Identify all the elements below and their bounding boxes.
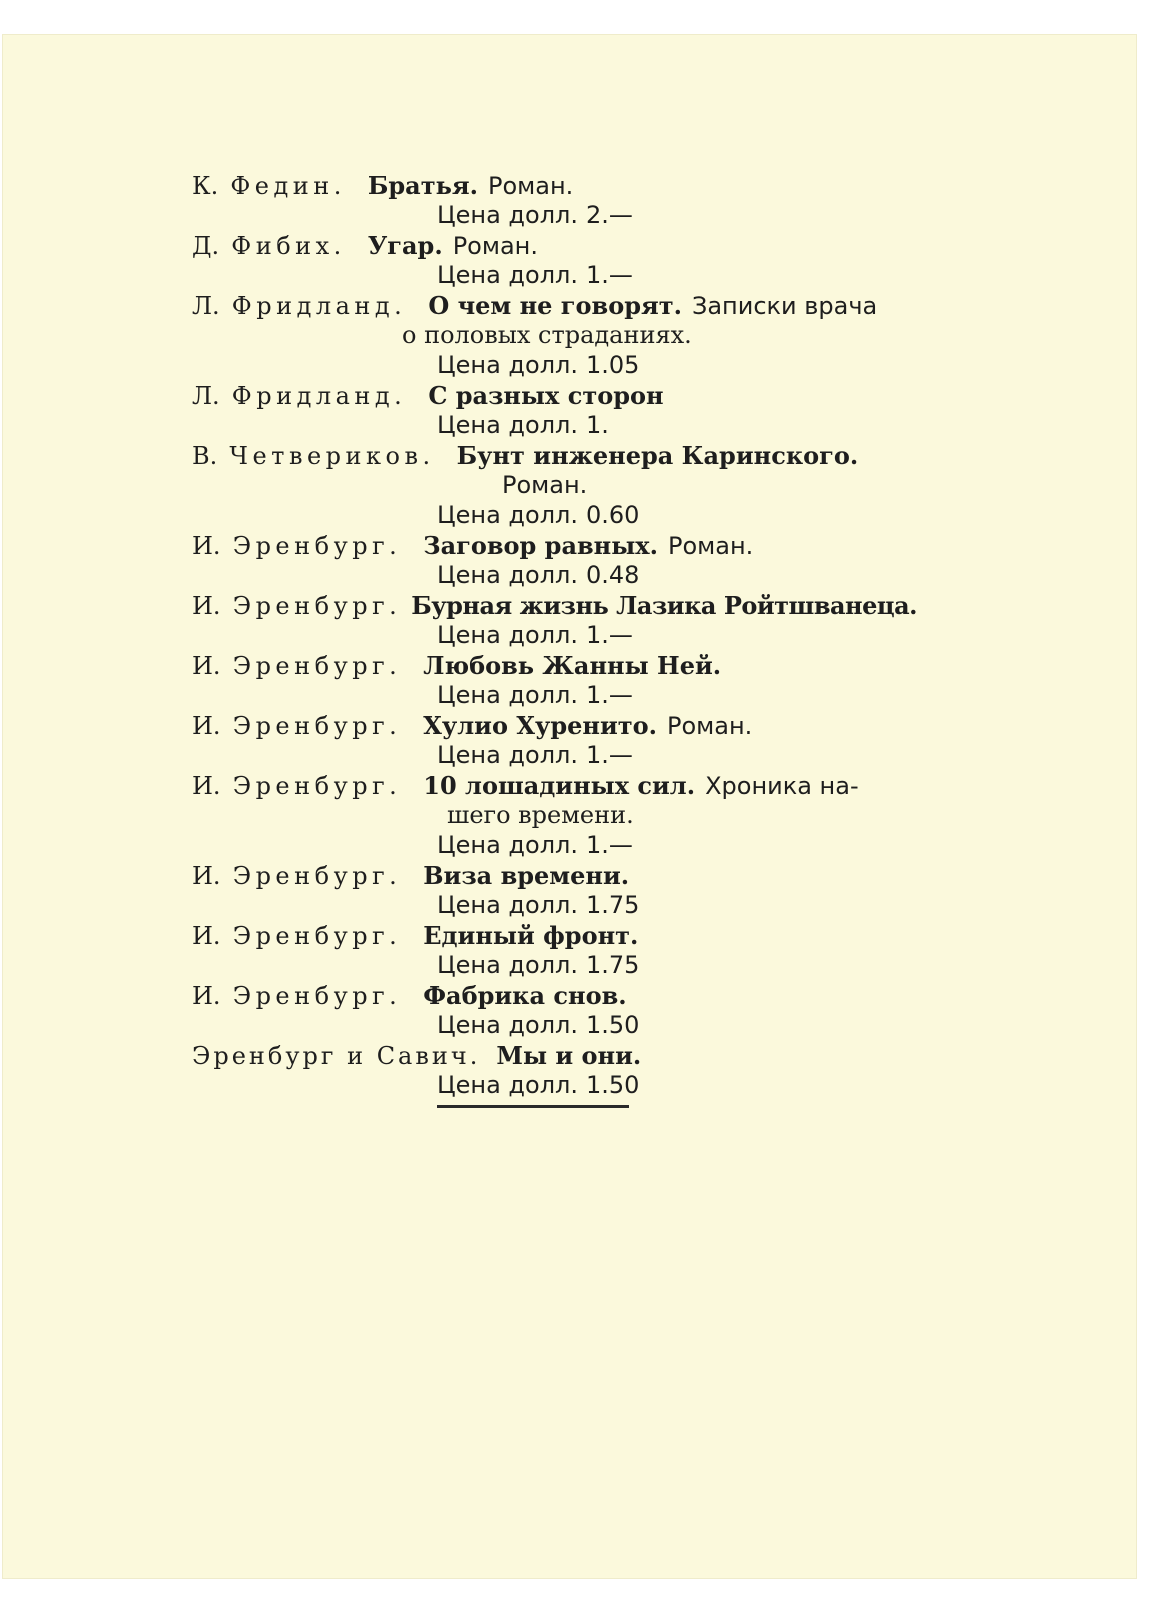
price-label: Цена долл. — [437, 261, 579, 289]
entry-continuation: о половых страданиях. — [402, 321, 692, 349]
price-value: 1.— — [586, 831, 633, 859]
author-surname: Эренбург. — [232, 922, 402, 950]
catalog-entry — [192, 531, 912, 591]
catalog-entry — [192, 771, 912, 861]
book-title: Любовь Жанны Ней. — [423, 651, 722, 680]
author-surname: Эренбург. — [232, 532, 402, 560]
book-kind: Записки врача — [691, 292, 878, 320]
price-line — [192, 501, 912, 531]
author-initials: И. — [192, 922, 221, 950]
catalog-entry — [192, 171, 912, 231]
price-value: 1.— — [586, 741, 633, 769]
author-surname: Эренбург и Савич. — [192, 1042, 481, 1070]
author — [192, 232, 346, 260]
author — [192, 652, 401, 680]
book-title: 10 лошадиных сил. — [423, 771, 696, 800]
author-initials: И. — [192, 772, 221, 800]
book-title: Заговор равных. — [423, 531, 658, 560]
author-surname: Федин. — [230, 172, 346, 200]
book-kind: Роман. — [667, 532, 754, 560]
author-initials: Л. — [192, 292, 220, 320]
book-title: Виза времени. — [423, 861, 630, 890]
author-initials: И. — [192, 592, 221, 620]
book-title: О чем не говорят. — [428, 291, 682, 320]
price-value: 1.— — [586, 681, 633, 709]
author — [192, 442, 435, 470]
author-surname: Эренбург. — [232, 772, 402, 800]
author-initials: И. — [192, 982, 221, 1010]
book-kind: Роман. — [487, 172, 574, 200]
book-title: С разных сторон — [428, 381, 664, 410]
book-title: Мы и они. — [496, 1041, 642, 1070]
price-line — [192, 891, 912, 921]
author-surname: Фибих. — [231, 232, 346, 260]
price-line — [192, 1011, 912, 1041]
book-title: Фабрика снов. — [423, 981, 627, 1010]
author-initials: Д. — [192, 232, 220, 260]
author — [192, 532, 401, 560]
price-value: 1.75 — [586, 951, 640, 979]
price-line — [192, 1071, 912, 1101]
author-surname: Фридланд. — [231, 382, 407, 410]
author — [192, 172, 346, 200]
price-value: 1.75 — [586, 891, 640, 919]
catalog-entry — [192, 231, 912, 291]
author-initials: В. — [192, 442, 218, 470]
price-label: Цена долл. — [437, 1071, 579, 1099]
book-title: Братья. — [367, 171, 478, 200]
author — [192, 592, 401, 620]
price-line — [192, 201, 912, 231]
price-label: Цена долл. — [437, 201, 579, 229]
price-line — [192, 261, 912, 291]
price-value: 0.60 — [586, 501, 640, 529]
price-label: Цена долл. — [437, 351, 579, 379]
price-label: Цена долл. — [437, 891, 579, 919]
price-label: Цена долл. — [437, 681, 579, 709]
entry-continuation: шего времени. — [447, 801, 634, 829]
price-value: 1.— — [586, 261, 633, 289]
author — [192, 292, 406, 320]
catalog-entry — [192, 1041, 912, 1101]
price-line — [192, 951, 912, 981]
author-surname: Эренбург. — [232, 862, 402, 890]
price-label: Цена долл. — [437, 411, 579, 439]
closing-rule — [437, 1105, 629, 1108]
author-surname: Фридланд. — [231, 292, 407, 320]
author-surname: Четвериков. — [229, 442, 435, 470]
author-initials: И. — [192, 862, 221, 890]
price-line — [192, 741, 912, 771]
author — [192, 862, 401, 890]
price-line — [192, 831, 912, 861]
price-label: Цена долл. — [437, 831, 579, 859]
book-kind: Хроника на- — [705, 772, 859, 800]
price-label: Цена долл. — [437, 621, 579, 649]
catalog-entry — [192, 711, 912, 771]
author-initials: Л. — [192, 382, 220, 410]
book-title: Хулио Хуренито. — [423, 711, 657, 740]
catalog-list — [192, 171, 918, 1101]
author-initials: И. — [192, 652, 221, 680]
price-line — [192, 681, 912, 711]
price-line — [192, 561, 912, 591]
book-kind: Роман. — [452, 232, 538, 260]
author — [192, 712, 401, 740]
catalog-entry — [192, 981, 912, 1041]
price-line — [192, 351, 912, 381]
price-value: 1.05 — [586, 351, 640, 379]
author-initials: И. — [192, 532, 221, 560]
book-title: Угар. — [367, 231, 443, 260]
price-value: 1.50 — [586, 1011, 640, 1039]
entry-continuation: Роман. — [502, 471, 588, 499]
price-value: 2.— — [586, 201, 633, 229]
author — [192, 382, 406, 410]
price-label: Цена долл. — [437, 501, 579, 529]
author-surname: Эренбург. — [232, 712, 402, 740]
catalog-entry — [192, 441, 912, 531]
price-line — [192, 411, 912, 441]
price-label: Цена долл. — [437, 1011, 579, 1039]
price-value: 1.50 — [586, 1071, 640, 1099]
catalog-entry — [192, 591, 918, 651]
book-title: Единый фронт. — [423, 921, 639, 950]
catalog-page — [2, 34, 1137, 1579]
book-kind: Роман. — [666, 712, 753, 740]
author — [192, 772, 401, 800]
catalog-entry — [192, 861, 912, 921]
price-label: Цена долл. — [437, 951, 579, 979]
price-label: Цена долл. — [437, 561, 579, 589]
catalog-entry — [192, 381, 912, 441]
catalog-entry — [192, 291, 912, 381]
price-value: 1. — [586, 411, 609, 439]
author-surname: Эренбург. — [232, 982, 402, 1010]
book-title: Бунт инженера Каринского. — [456, 441, 859, 470]
price-line — [192, 621, 912, 651]
author — [192, 982, 401, 1010]
catalog-entry — [192, 651, 912, 711]
author-initials: И. — [192, 712, 221, 740]
author — [192, 1042, 480, 1070]
book-title: Бурная жизнь Лазика Ройтшванеца. — [411, 591, 918, 620]
price-value: 0.48 — [586, 561, 640, 589]
author-surname: Эренбург. — [232, 652, 402, 680]
author-surname: Эренбург. — [232, 592, 402, 620]
catalog-entry — [192, 921, 912, 981]
author-initials: К. — [192, 172, 219, 200]
price-label: Цена долл. — [437, 741, 579, 769]
author — [192, 922, 401, 950]
price-value: 1.— — [586, 621, 633, 649]
